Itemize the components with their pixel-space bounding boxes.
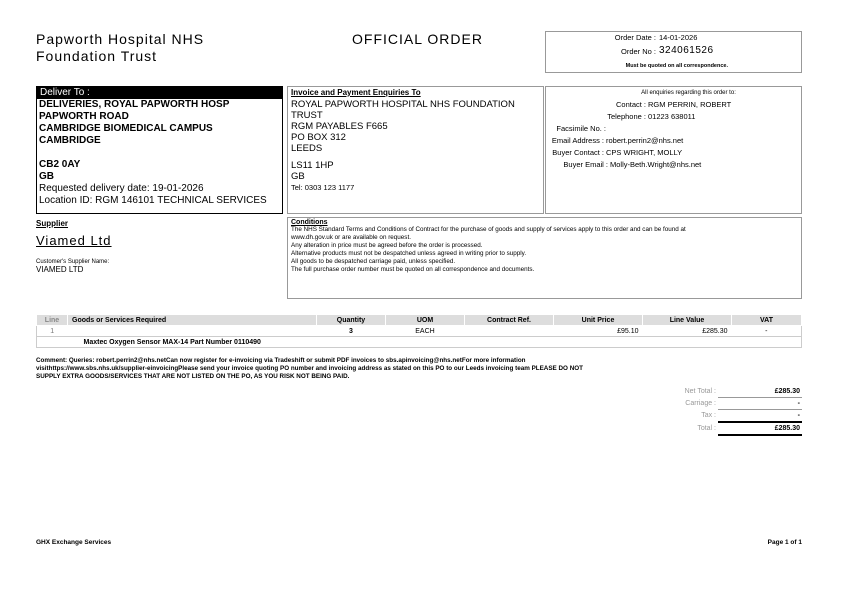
comment-line: visithttps://www.sbs.nhs.uk/supplier-einvoicingPlease send your invoice quoting PO number and invoicing address as stated on this PO to our Leeds invoicing team PLEASE DO NOT — [36, 365, 583, 372]
trust-name-line2: Foundation Trust — [36, 48, 158, 64]
contact-value: CPS WRIGHT, MOLLY — [606, 148, 683, 157]
contact-row — [546, 147, 801, 159]
total-row — [654, 386, 802, 398]
deliver-line: Location ID: RGM 146101 TECHNICAL SERVICES — [39, 195, 267, 206]
invoice-line: TRUST — [291, 110, 323, 121]
condition-line: Any alteration in price must be agreed before the order is processed. — [291, 242, 483, 249]
condition-line: All goods to be despatched carriage paid, unless specified. — [291, 258, 456, 265]
document-title: OFFICIAL ORDER — [352, 31, 483, 47]
contact-key: Buyer Email : — [563, 160, 608, 169]
condition-line: The NHS Standard Terms and Conditions of Contract for the purchase of goods and supply of services apply to this order and can be found at — [291, 226, 686, 233]
col-header: Quantity — [317, 315, 386, 326]
supplier-heading: Supplier — [36, 219, 69, 228]
contact-key: Facsimile No. : — [556, 124, 606, 133]
total-value: £285.30 — [718, 422, 802, 435]
total-row — [654, 410, 802, 423]
col-header: Goods or Services Required — [68, 315, 317, 326]
deliver-to-heading: Deliver To : — [37, 87, 282, 99]
condition-line: Alternative products must not be despatched unless agreed in writing prior to supply. — [291, 250, 527, 257]
invoice-line: LEEDS — [291, 143, 323, 154]
total-value: - — [718, 410, 802, 423]
invoice-heading: Invoice and Payment Enquiries To — [291, 88, 421, 97]
invoice-box — [287, 86, 544, 214]
order-no-label: Order No : — [620, 47, 656, 56]
order-number: 324061526 — [659, 45, 714, 56]
conditions-box — [287, 217, 802, 299]
contact-value: robert.perrin2@nhs.net — [606, 136, 684, 145]
contact-value: RGM PERRIN, ROBERT — [648, 100, 732, 109]
cell-line-value: £285.30 — [702, 327, 728, 335]
total-value: - — [718, 398, 802, 410]
invoice-line: PO BOX 312 — [291, 132, 346, 143]
contacts-box — [545, 86, 802, 214]
order-comment — [36, 357, 802, 381]
col-header: Unit Price — [554, 315, 643, 326]
condition-line: The full purchase order number must be quoted on all correspondence and documents. — [291, 266, 535, 273]
item-description: Maxtec Oxygen Sensor MAX-14 Part Number 0110490 — [68, 337, 802, 348]
condition-line: www.dh.gov.uk or are available on request. — [291, 234, 411, 241]
invoice-line: GB — [291, 171, 305, 182]
invoice-line: LS11 1HP — [291, 160, 334, 171]
contact-value — [606, 123, 608, 135]
contact-row — [546, 123, 801, 135]
col-header: Line Value — [643, 315, 732, 326]
customer-supplier-label: Customer's Supplier Name: — [36, 259, 110, 265]
contact-value: 01223 638011 — [648, 112, 696, 121]
cell-unit-price: £95.10 — [617, 327, 639, 335]
conditions-heading: Conditions — [291, 219, 328, 226]
contact-key: Telephone : — [607, 112, 646, 121]
total-row — [654, 422, 802, 435]
contact-key: Buyer Contact : — [552, 148, 604, 157]
contact-key: Email Address : — [551, 136, 604, 145]
table-row — [37, 326, 802, 337]
total-value: £285.30 — [718, 386, 802, 398]
comment-line: SUPPLY EXTRA GOODS/SERVICES THAT ARE NOT LISTED ON THE PO, AS YOU RISK NOT BEING PAID. — [36, 373, 350, 380]
supplier-name: Viamed Ltd — [36, 233, 112, 248]
total-label: Tax : — [701, 412, 716, 420]
deliver-line: CAMBRIDGE — [39, 135, 101, 146]
col-header: VAT — [732, 315, 802, 326]
contact-row — [546, 135, 801, 147]
contact-row — [546, 159, 801, 171]
cell-qty: 3 — [349, 327, 353, 335]
deliver-line: CB2 0AY — [39, 159, 81, 170]
deliver-to-box — [36, 86, 283, 214]
contact-key: Contact : — [615, 100, 646, 109]
table-row-desc — [37, 337, 802, 348]
invoice-line: Tel: 0303 123 1177 — [291, 183, 355, 192]
order-date-label: Order Date : — [614, 33, 656, 42]
col-header: Contract Ref. — [465, 315, 554, 326]
col-header: Line — [37, 315, 68, 326]
invoice-line: ROYAL PAPWORTH HOSPITAL NHS FOUNDATION — [291, 99, 515, 110]
contact-value: Molly-Beth.Wright@nhs.net — [610, 160, 702, 169]
trust-name-line1: Papworth Hospital NHS — [36, 31, 205, 47]
deliver-line: CAMBRIDGE BIOMEDICAL CAMPUS — [39, 123, 213, 134]
order-info-box — [545, 31, 802, 73]
deliver-line: GB — [39, 171, 54, 182]
col-header: UOM — [386, 315, 465, 326]
totals-table — [654, 386, 802, 436]
customer-supplier-name: VIAMED LTD — [36, 265, 84, 274]
comment-line: Comment: Queries: robert.perrin2@nhs.netCan now register for e-invoicing via Tradeshift or submit PDF invoices to sbs.apinvoicing@nhs.netFor more information — [36, 357, 526, 364]
deliver-line: DELIVERIES, ROYAL PAPWORTH HOSP — [39, 99, 230, 110]
cell-desc — [68, 326, 317, 337]
deliver-line: Requested delivery date: 19-01-2026 — [39, 183, 204, 194]
contact-row — [546, 111, 801, 123]
footer-left: GHX Exchange Services — [36, 539, 112, 546]
quote-note: Must be quoted on all correspondence. — [625, 63, 728, 69]
items-table — [36, 314, 802, 348]
deliver-line — [39, 147, 280, 159]
total-label: Total : — [697, 425, 716, 432]
deliver-line: PAPWORTH ROAD — [39, 111, 129, 122]
page-number: Page 1 of 1 — [767, 539, 802, 546]
total-label: Net Total : — [684, 388, 716, 396]
cell-empty — [37, 337, 68, 348]
invoice-line: RGM PAYABLES F665 — [291, 121, 388, 132]
total-label: Carriage : — [685, 400, 716, 407]
cell-contract — [465, 326, 554, 337]
cell-vat: - — [732, 326, 802, 337]
items-header-row — [37, 315, 802, 326]
cell-uom: EACH — [415, 327, 435, 335]
cell-line: 1 — [37, 326, 68, 337]
trust-name — [36, 31, 204, 65]
contact-row — [546, 99, 801, 111]
order-date: 14-01-2026 — [659, 33, 698, 42]
supplier-section — [36, 219, 283, 274]
total-row — [654, 398, 802, 410]
contacts-note: All enquiries regarding this order to: — [641, 90, 736, 96]
